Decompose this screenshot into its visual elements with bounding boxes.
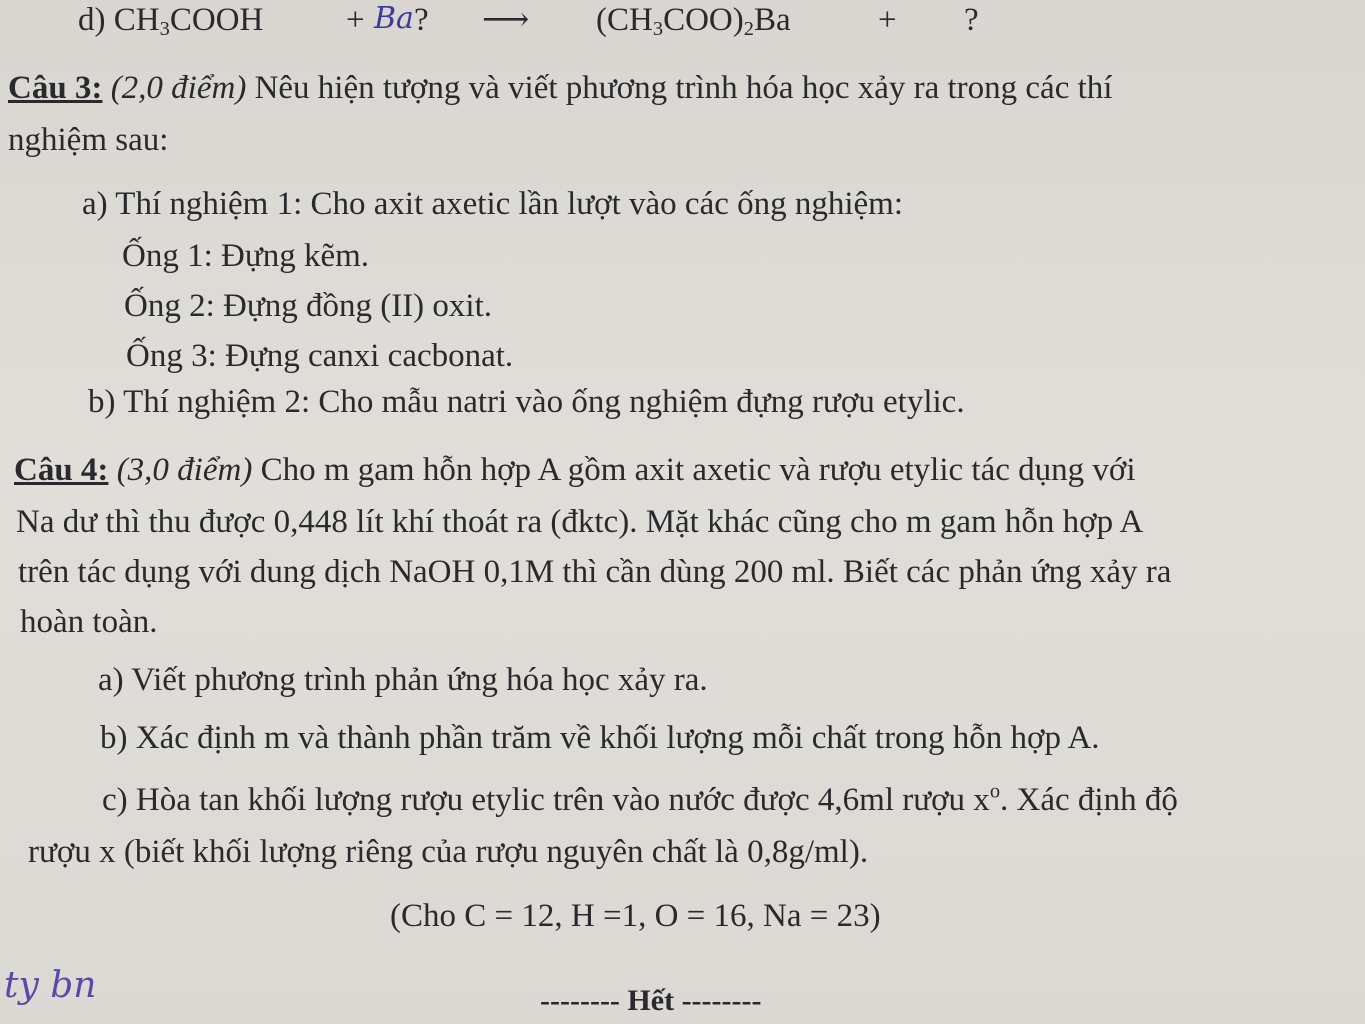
handwritten-note: ty bn	[4, 965, 97, 1006]
cau4-text1: Cho m gam hỗn hợp A gồm axit axetic và rượu etylic tác dụng với	[252, 452, 1136, 488]
reaction-d-plus: +	[346, 2, 365, 38]
reaction-arrow-icon: ⟶	[482, 2, 530, 38]
cau4-text2: Na dư thì thu được 0,448 lít khí thoát ra (đktc). Mặt khác cũng cho m gam hỗn hợp A	[16, 504, 1144, 540]
reaction-d-product: $(CH_3COO)_2Ba$	[596, 2, 791, 41]
cau4-item-a: a) Viết phương trình phản ứng hóa học xảy ra.	[98, 662, 708, 698]
cau3-ong1: Ống 1: Đựng kẽm.	[122, 238, 370, 274]
cau4-points: (3,0 điểm)	[116, 452, 253, 488]
cau3-points: (2,0 điểm)	[110, 70, 247, 106]
cau4-label: Câu 4:	[14, 452, 109, 488]
cau4-heading	[14, 454, 1136, 487]
cau3-label: Câu 3:	[8, 70, 103, 106]
cau4-text3: trên tác dụng với dung dịch NaOH 0,1M thì cần dùng 200 ml. Biết các phản ứng xảy ra	[18, 554, 1172, 590]
reaction-d-reactant: d) $CH_3COOH$	[78, 2, 264, 41]
reaction-d-plus2: +	[878, 2, 897, 38]
cau4-text4: hoàn toàn.	[20, 604, 158, 640]
cau4-item-c-cont: rượu x (biết khối lượng riêng của rượu nguyên chất là 0,8g/ml).	[28, 834, 869, 870]
handwritten-ba: Ba	[374, 1, 414, 36]
reaction-d	[78, 1, 998, 44]
atomic-masses: (Cho C = 12, H =1, O = 16, Na = 23)	[390, 898, 881, 934]
end-marker: -------- Hết --------	[540, 984, 762, 1017]
cau3-text2: nghiệm sau:	[8, 122, 169, 158]
cau3-item-a: a) Thí nghiệm 1: Cho axit axetic lần lượt vào các ống nghiệm:	[82, 186, 904, 222]
cau4-item-b: b) Xác định m và thành phần trăm về khối lượng mỗi chất trong hỗn hợp A.	[100, 720, 1100, 756]
cau3-heading	[8, 72, 1112, 105]
cau3-ong3: Ống 3: Đựng canxi cacbonat.	[126, 338, 514, 374]
cau3-item-b: b) Thí nghiệm 2: Cho mẫu natri vào ống nghiệm đựng rượu etylic.	[88, 384, 965, 420]
reaction-d-question: ?	[414, 2, 429, 38]
cau4-item-c: c) Hòa tan khối lượng rượu etylic trên vào nước được 4,6ml rượu $x^o$. Xác định độ	[102, 780, 1178, 818]
cau3-ong2: Ống 2: Đựng đồng (II) oxit.	[124, 288, 493, 324]
reaction-d-question2: ?	[964, 2, 979, 38]
cau3-text1: Nêu hiện tượng và viết phương trình hóa học xảy ra trong các thí	[246, 70, 1113, 106]
